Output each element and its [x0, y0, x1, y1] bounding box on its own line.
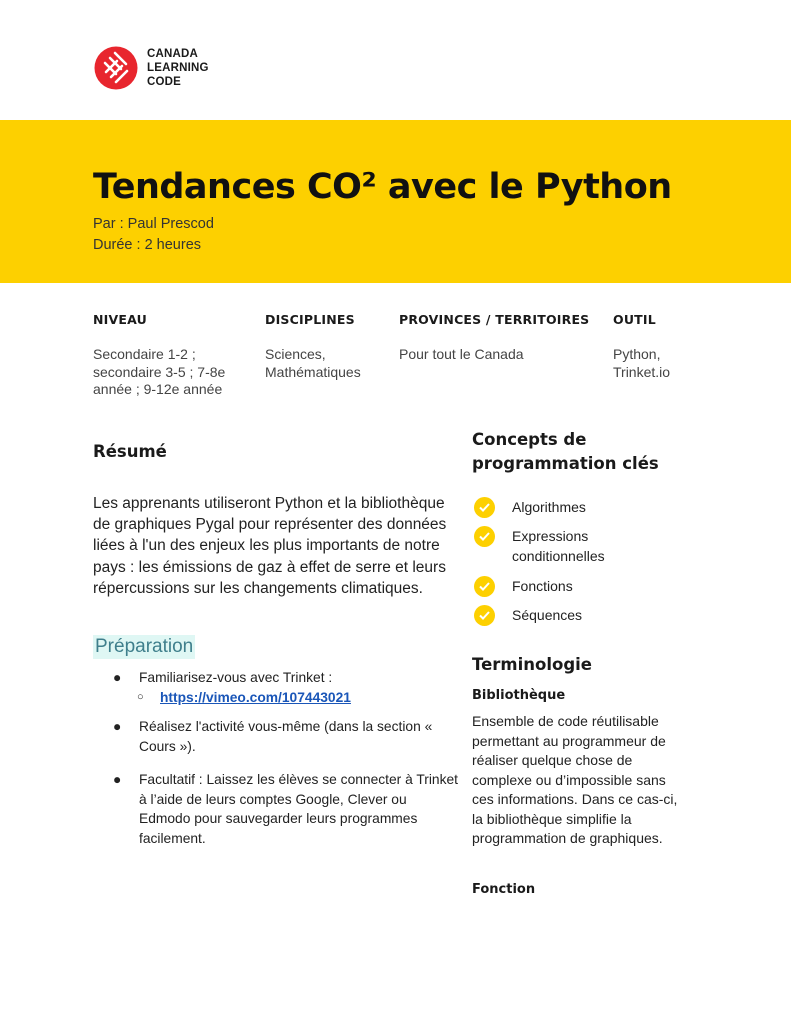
- list-item: [113, 717, 458, 756]
- canada-learning-code-logo-icon: [94, 46, 138, 90]
- list-item: [474, 526, 632, 566]
- circle-bullet-icon: ○: [137, 690, 144, 703]
- info-outil: [613, 312, 703, 381]
- bullet-icon: ●: [113, 772, 122, 787]
- vimeo-link[interactable]: https://vimeo.com/107443021: [160, 689, 351, 705]
- author: Par : Paul Prescod: [93, 216, 214, 232]
- info-value: Secondaire 1-2 ; secondaire 3-5 ; 7-8e année ; 9-12e année: [93, 346, 226, 397]
- terminology-heading: Terminologie: [472, 655, 592, 674]
- preparation-item-text: Familiarisez-vous avec Trinket :: [139, 670, 333, 685]
- list-item: [474, 576, 632, 596]
- logo-line: LEARNING: [147, 62, 209, 74]
- term-bibliotheque: Bibliothèque: [472, 688, 566, 703]
- concept-label: Algorithmes: [512, 499, 586, 515]
- check-icon: [474, 497, 495, 518]
- info-value: Pour tout le Canada: [399, 346, 524, 362]
- list-item: [474, 497, 632, 517]
- preparation-list: [113, 668, 458, 862]
- preparation-item-text: Réalisez l'activité vous-même (dans la section « Cours »).: [139, 719, 433, 754]
- info-disciplines: [265, 312, 390, 381]
- check-icon: [474, 576, 495, 597]
- info-provinces: [399, 312, 604, 364]
- page-title: Tendances CO² avec le Python: [93, 167, 672, 207]
- summary-heading: Résumé: [93, 442, 167, 461]
- info-value: Python, Trinket.io: [613, 346, 671, 380]
- concept-label: Fonctions: [512, 578, 573, 594]
- list-item: [474, 605, 632, 625]
- concept-label: Expressions conditionnelles: [512, 528, 605, 564]
- sub-list-item: [113, 688, 458, 708]
- info-heading: NIVEAU: [93, 312, 147, 327]
- logo: [94, 46, 209, 90]
- info-niveau: [93, 312, 253, 399]
- logo-wordmark: [147, 47, 209, 89]
- info-heading: DISCIPLINES: [265, 312, 355, 327]
- concepts-heading: Concepts de programmation clés: [472, 430, 659, 473]
- logo-line: CANADA: [147, 48, 199, 60]
- concepts-list: [474, 497, 632, 633]
- check-icon: [474, 526, 495, 547]
- info-heading: OUTIL: [613, 312, 656, 327]
- info-value: Sciences, Mathématiques: [265, 346, 361, 380]
- preparation-heading: Préparation: [95, 636, 194, 657]
- preparation-item-text: Facultatif : Laissez les élèves se connecter à Trinket à l’aide de leurs comptes Google, Clever ou Edmodo pour sauvegarder leurs programmes facilement.: [139, 772, 459, 846]
- list-item: [113, 770, 458, 848]
- term-fonction: Fonction: [472, 882, 536, 897]
- term-definition: Ensemble de code réutilisable permettant au programmeur de réaliser quelque chose de complexe ou d’impossible sans ces informations. Dans ce cas-ci, la bibliothèque simplifie la programmation de graphiques.: [472, 713, 678, 846]
- duration: Durée : 2 heures: [93, 237, 202, 253]
- summary-text: Les apprenants utiliseront Python et la bibliothèque de graphiques Pygal pour représenter des données liées à l'un des enjeux les plus importants de notre pays : les émissions de gaz à effet de serre et leurs répercussions sur les changements climatiques.: [93, 495, 447, 597]
- logo-line: CODE: [147, 76, 182, 88]
- concept-label: Séquences: [512, 607, 583, 623]
- info-heading: PROVINCES / TERRITOIRES: [399, 312, 590, 327]
- bullet-icon: ●: [113, 719, 122, 734]
- check-icon: [474, 605, 495, 626]
- list-item: [113, 668, 458, 707]
- bullet-icon: ●: [113, 670, 122, 685]
